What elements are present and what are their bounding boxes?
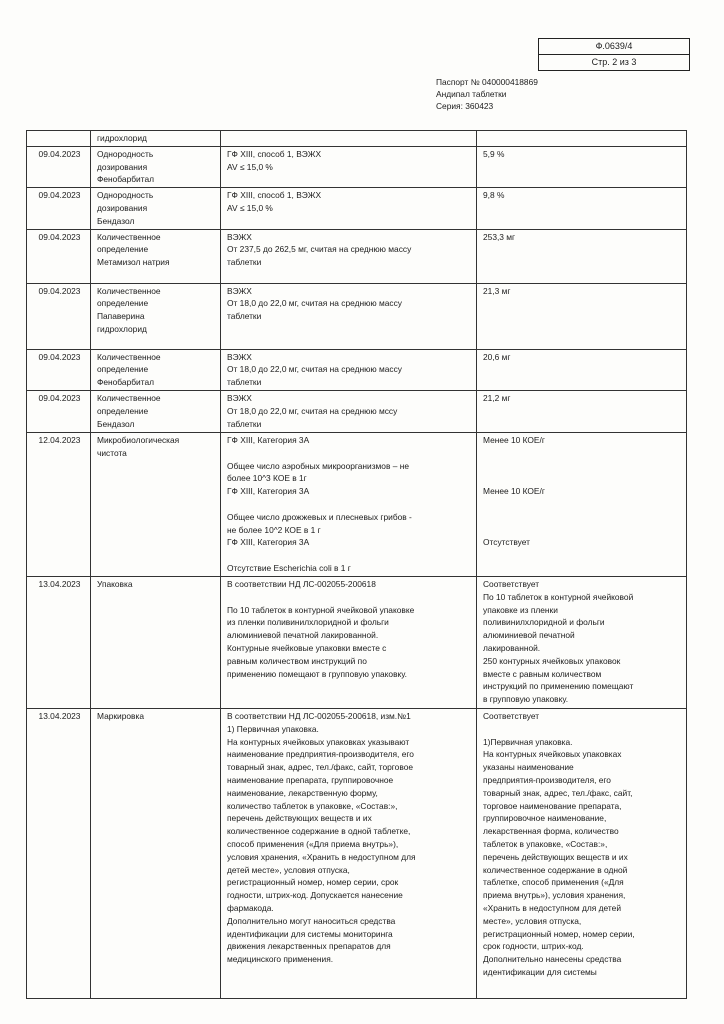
page-number: Стр. 2 из 3 (539, 54, 689, 70)
passport-number: Паспорт № 040000418869 (436, 77, 538, 87)
row-test: Микробиологическая чистота (91, 432, 221, 576)
test-results-table (26, 130, 687, 999)
row-method: В соответствии НД ЛС-002055-200618 По 10 таблеток в контурной ячейковой упаковке из пленки поливинилхлоридной и фольги алюминиевой печатной лакированной. Контурные ячейковые упаковки вместе с равным количеством инструкций по применению помещают в групповую упаковку. (221, 576, 477, 708)
row-date: 09.04.2023 (27, 229, 91, 283)
passport-header (436, 76, 538, 112)
row-result: Менее 10 КОЕ/г Менее 10 КОЕ/г Отсутствует (477, 432, 687, 576)
row-method: ГФ XIII, способ 1, ВЭЖХ AV ≤ 15,0 % (221, 146, 477, 187)
row-date: 09.04.2023 (27, 188, 91, 229)
table-row (27, 188, 687, 229)
row-result: 20,6 мг (477, 349, 687, 390)
row-date: 09.04.2023 (27, 283, 91, 349)
product-name: Андипал таблетки (436, 89, 507, 99)
table-row (27, 708, 687, 998)
row-method: ВЭЖХ От 18,0 до 22,0 мг, считая на среднюю мссу таблетки (221, 390, 477, 432)
row-result: 21,3 мг (477, 283, 687, 349)
row-test: Количественное определение Папаверина гидрохлорид (91, 283, 221, 349)
form-code: Ф.0639/4 (595, 41, 633, 51)
table-row (27, 131, 687, 147)
row-method: ВЭЖХ От 18,0 до 22,0 мг, считая на среднюю массу таблетки (221, 283, 477, 349)
row-date: 13.04.2023 (27, 708, 91, 998)
row-method (221, 131, 477, 147)
row-test: Однородность дозирования Фенобарбитал (91, 146, 221, 187)
row-date: 12.04.2023 (27, 432, 91, 576)
row-date: 13.04.2023 (27, 576, 91, 708)
row-test: Количественное определение Метамизол натрия (91, 229, 221, 283)
table-row (27, 432, 687, 576)
form-code-box (538, 38, 690, 71)
row-result: 5,9 % (477, 146, 687, 187)
row-result: 21,2 мг (477, 390, 687, 432)
row-result: 253,3 мг (477, 229, 687, 283)
row-date (27, 131, 91, 147)
table-row (27, 283, 687, 349)
row-test: Упаковка (91, 576, 221, 708)
row-result (477, 131, 687, 147)
table-row (27, 349, 687, 390)
table-row (27, 576, 687, 708)
row-test: гидрохлорид (91, 131, 221, 147)
row-method: ВЭЖХ От 18,0 до 22,0 мг, считая на среднюю массу таблетки (221, 349, 477, 390)
row-result: Соответствует По 10 таблеток в контурной ячейковой упаковке из пленки поливинилхлоридной и фольги алюминиевой печатной лакированной. 250 контурных ячейковых упаковок вместе с равным количеством инструкций по применению помещают в групповую упаковку. (477, 576, 687, 708)
table-row (27, 229, 687, 283)
row-method: ГФ XIII, способ 1, ВЭЖХ AV ≤ 15,0 % (221, 188, 477, 229)
table-row (27, 146, 687, 187)
row-method: ВЭЖХ От 237,5 до 262,5 мг, считая на среднюю массу таблетки (221, 229, 477, 283)
row-method: В соответствии НД ЛС-002055-200618, изм.№1 1) Первичная упаковка. На контурных ячейковых упаковках указывают наименование предприятия-производителя, его товарный знак, адрес, тел./факс, сайт, торговое наименование препарата, группировочное наименование, лекарственную форму, количество таблеток в упаковке, «Состав:», перечень действующих веществ и их количественное содержание в одной таблетке, способ применения («Для приема внутрь»), условия хранения, «Хранить в недоступном для детей месте», условия отпуска, регистрационный номер, номер серии, срок годности, штрих-код. Допускается нанесение фармакода. Дополнительно могут наноситься средства идентификации для системы мониторинга движения лекарственных препаратов для медицинского применения. (221, 708, 477, 998)
row-date: 09.04.2023 (27, 146, 91, 187)
series-number: Серия: 360423 (436, 101, 494, 111)
table-row (27, 390, 687, 432)
row-test: Количественное определение Фенобарбитал (91, 349, 221, 390)
row-method: ГФ XIII, Категория 3А Общее число аэробных микроорганизмов – не более 10^3 КОЕ в 1г ГФ XIII, Категория 3А Общее число дрожжевых и плесневых грибов - не более 10^2 КОЕ в 1 г ГФ XIII, Категория 3А Отсутствие Escherichia coli в 1 г (221, 432, 477, 576)
row-test: Количественное определение Бендазол (91, 390, 221, 432)
row-date: 09.04.2023 (27, 390, 91, 432)
row-date: 09.04.2023 (27, 349, 91, 390)
row-test: Маркировка (91, 708, 221, 998)
row-result: Соответствует 1)Первичная упаковка. На контурных ячейковых упаковках указаны наименование предприятия-производителя, его товарный знак, адрес, тел./факс, сайт, торговое наименование препарата, группировочное наименование, лекарственная форма, количество таблеток в упаковке, «Состав:», перечень действующих веществ и их количественное содержание в одной таблетке, способ применения («Для приема внутрь»), условия хранения, «Хранить в недоступном для детей месте», условия отпуска, регистрационный номер, номер серии, срок годности, штрих-код. Дополнительно нанесены средства идентификации для системы (477, 708, 687, 998)
row-result: 9,8 % (477, 188, 687, 229)
row-test: Однородность дозирования Бендазол (91, 188, 221, 229)
